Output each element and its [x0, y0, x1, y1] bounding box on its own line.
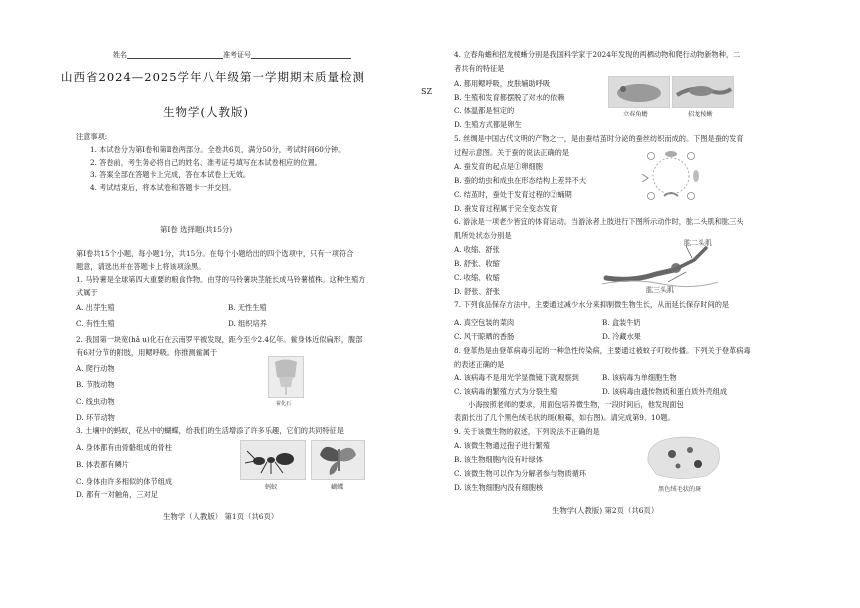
q3-option-b: B. 体表都有鳞片 [76, 460, 129, 469]
moldy-bread-image [642, 432, 724, 482]
q4-option-d: D. 生殖方式都是卵生 [454, 120, 522, 129]
q9-stem: 9. 关于该微生物的叙述，下列说法不正确的是 [454, 427, 600, 436]
q9-option-c: C. 该微生物可以作为分解者参与物质循环 [454, 469, 587, 478]
name-underline [127, 51, 223, 59]
q4-option-c: C. 体温都是恒定的 [454, 106, 515, 115]
butterfly-image [311, 440, 365, 480]
q9-option-a: A. 该微生物通过孢子进行繁殖 [454, 441, 551, 450]
q2-option-d: D. 环节动物 [76, 413, 115, 422]
q3-option-c: C. 身体由许多相似的体节组成 [76, 477, 173, 486]
q8-option-b: B. 该病毒为单细胞生物 [602, 373, 677, 382]
name-ticket-line [113, 51, 351, 59]
q1-stem-1: 1. 马铃薯是全球第四大重要的粮食作物。由芽的马铃薯块茎能长成马铃薯植株。这种生殖方 [76, 275, 366, 284]
q7-option-a: A. 真空包装的菜肉 [454, 318, 515, 327]
section-title: 第Ⅰ卷 选择题(共15分) [160, 225, 233, 234]
lizard-image [672, 76, 734, 108]
ant-caption: 蚂蚁 [265, 484, 278, 491]
butterfly-caption: 蝴蝶 [331, 484, 344, 491]
triceps-label: 肱三头肌 [646, 286, 674, 294]
name-label: 姓名 [113, 51, 127, 59]
q8-option-d: D. 该病毒由遗传物质和蛋白质外壳组成 [602, 387, 728, 396]
note-4: 4. 考试结束后，将本试卷和答题卡一并交回。 [90, 183, 236, 192]
lizard-caption: 招龙棱蜥 [688, 111, 713, 118]
q5-option-a: A. 蚕发育的起点是①卵细胞 [454, 162, 543, 171]
q7-option-d: D. 冷藏水果 [602, 332, 641, 341]
right-page [421, 0, 860, 608]
q6-option-b: B. 舒张、收缩 [454, 259, 500, 268]
q4-stem-1: 4. 立春角蟾和招龙棱蜥分别是我国科学家于2024年发现的两栖动物和爬行动物新物种，二 [454, 50, 741, 59]
q4-stem-2: 者共有的特征是 [454, 64, 505, 73]
mold-caption: 黑色绒毛状的斑 [658, 486, 702, 493]
section-intro-2: 题意，请选出并在答题卡上将该项涂黑。 [76, 262, 206, 271]
q1-option-d: D. 组织培养 [228, 319, 267, 328]
q2-option-a: A. 爬行动物 [76, 364, 115, 373]
q5-option-b: B. 蚕的幼虫和成虫在形态结构上差异不大 [454, 176, 587, 185]
exam-subtitle: 生物学(人教版) [163, 105, 249, 119]
q9-option-d: D. 该生物细胞内没有细胞核 [454, 483, 544, 492]
q5-stem-2: 过程示意图。关于蚕的说法正确的是 [454, 148, 570, 157]
q5-option-d: D. 蚕发育过程属于完全变态发育 [454, 204, 558, 213]
exam-title: 山西省2024—2025学年八年级第一学期期末质量检测 [61, 70, 366, 84]
q1-option-a: A. 出芽生殖 [76, 303, 115, 312]
q6-option-d: D. 舒张、舒张 [454, 287, 501, 296]
q5-stem-1: 5. 丝绸是中国古代文明的产物之一，是由蚕结茧时分泌的蚕丝纺织而成的。下图是蚕的发育 [454, 134, 744, 143]
q9-10-intro-1: 小海按照老师的要求，用面包培养微生物，一段时间后，他发现面包 [468, 400, 684, 409]
q7-option-c: C. 风干晾晒的香肠 [454, 332, 515, 341]
q7-option-b: B. 盒装牛奶 [602, 318, 641, 327]
left-footer: 生物学（人教版） 第1页（共6页） [163, 512, 279, 521]
q2-stem-1: 2. 我国第一块宽(hǎ u)化石在云南罗平被发现，距今至少2.4亿年。鲎身体近似扁形，腹部 [76, 335, 363, 344]
q2-option-b: B. 节肢动物 [76, 380, 115, 389]
q8-option-c: C. 该病毒的繁殖方式为分裂生殖 [454, 387, 558, 396]
ticket-label: 准考证号 [223, 51, 251, 59]
q9-10-intro-2: 表面长出了几个黑色绒毛状的斑(粮霉，如右图)。请完成第9、10题。 [454, 413, 675, 422]
note-3: 3. 答案全部在答题卡上完成，答在本试卷上无效。 [90, 170, 251, 179]
q6-option-a: A. 收缩、舒张 [454, 245, 500, 254]
q1-option-c: C. 有性生殖 [76, 319, 115, 328]
fossil-caption: 鲎化石 [276, 401, 292, 407]
q5-option-c: C. 结茧时，蚕处于发育过程的②蛹期 [454, 190, 572, 199]
note-1: 1. 本试卷分为第Ⅰ卷和第Ⅱ卷两部分。全卷共6页，满分50分，考试时间60分钟。 [90, 145, 346, 154]
toad-caption: 立春角蟾 [623, 111, 648, 118]
note-2: 2. 答卷前，考生务必将自己的姓名、准考证号填写在本试卷相应的位置。 [90, 158, 322, 167]
notes-title: 注意事项: [76, 132, 108, 141]
toad-image [608, 76, 670, 108]
right-footer: 生物学(人教版) 第2页（共6页） [552, 506, 659, 515]
q4-option-a: A. 都用鳃呼吸，皮肤辅助呼吸 [454, 79, 551, 88]
q1-stem-2: 式属于 [76, 288, 98, 297]
q7-stem: 7. 下列食品保存方法中，主要通过减少水分来抑制微生物生长，从而延长保存时间的是 [454, 300, 730, 309]
q6-stem-1: 6. 游泳是一项老少皆宜的体育运动。当游泳者上肢进行下图所示动作时，肱二头肌和肱三头 [454, 217, 744, 226]
q6-stem-2: 肌所处状态分别是 [454, 231, 512, 240]
q3-stem: 3. 土壤中的蚂蚁，花丛中的蝴蝶，给我们的生活增添了许多乐趣，它们的共同特征是 [76, 426, 344, 435]
q2-option-c: C. 线虫动物 [76, 397, 115, 406]
silkworm-cycle-diagram [638, 148, 704, 204]
ant-image [240, 440, 306, 480]
horseshoe-crab-fossil-image [268, 356, 304, 398]
section-intro-1: 第Ⅰ卷共15个小题，每小题1分，共15分。在每个小题给出的四个选项中，只有一项符合 [76, 249, 354, 258]
q4-option-b: B. 生殖和发育都摆脱了对水的依赖 [454, 93, 565, 102]
q9-option-b: B. 该生物细胞内没有叶绿体 [454, 455, 543, 464]
q8-stem-2: 的表述正确的是 [454, 360, 505, 369]
sz-mark: SZ [421, 87, 433, 96]
q6-option-c: C. 收缩、收缩 [454, 273, 500, 282]
q3-option-a: A. 身体都有由骨骼组成的骨柱 [76, 443, 173, 452]
q1-option-b: B. 无性生殖 [228, 303, 267, 312]
q3-option-d: D. 都有一对触角，三对足 [76, 490, 158, 499]
biceps-label: 肱二头肌 [684, 239, 712, 247]
q8-stem-1: 8. 登革热是由登革病毒引起的一种急性传染病，主要通过被蚊子叮咬传播。下列关于登革病毒 [454, 346, 751, 355]
q8-option-a: A. 该病毒不是用光学显微镜下就观察到 [454, 373, 579, 382]
ticket-underline [251, 51, 351, 59]
q2-stem-2: 有6对分节的附肢，用鳃呼吸。你推测鲎属于 [76, 348, 218, 357]
